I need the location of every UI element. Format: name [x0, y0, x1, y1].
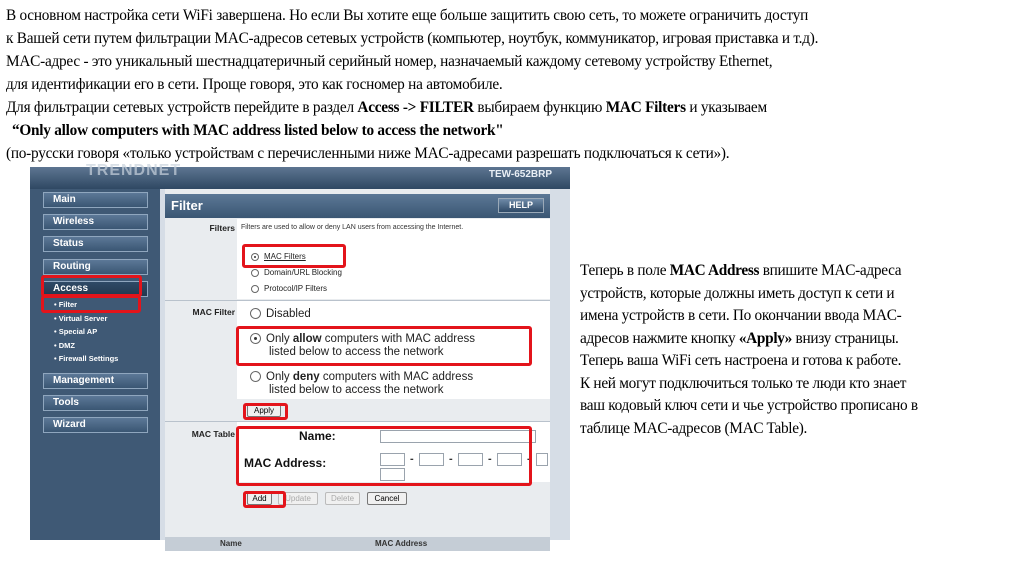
panel-title: Filter	[171, 198, 203, 213]
filter-option-domain[interactable]	[251, 268, 342, 277]
apply-button[interactable]: Apply	[247, 404, 281, 417]
text-run: и указываем	[685, 99, 767, 116]
mactable-label: MAC Table	[191, 429, 235, 439]
octet-separator: -	[488, 453, 492, 465]
update-button[interactable]: Update	[278, 492, 318, 505]
subnav-virtual-server[interactable]: • Virtual Server	[54, 314, 107, 323]
delete-button[interactable]: Delete	[325, 492, 360, 505]
text-run-bold: “Only allow computers with MAC address listed below to access the network"	[12, 122, 504, 139]
text-run: Only	[266, 333, 293, 345]
intro-line: (по-русски говоря «только устройствам с перечисленными ниже MAC-адресами разрешать подключаться к сети»).	[6, 145, 730, 162]
option-label: Disabled	[266, 308, 311, 320]
add-button[interactable]: Add	[247, 492, 272, 505]
highlight-mac-table	[236, 426, 532, 486]
text-run: computers with MAC address	[321, 333, 475, 345]
text-run-bold: deny	[292, 371, 320, 383]
side-line: имена устройств в сети. По окончании ввода MAC-	[580, 307, 902, 324]
text-run: listed below to access the network	[269, 384, 444, 396]
help-button[interactable]: HELP	[498, 198, 544, 213]
octet-separator: -	[449, 453, 453, 465]
text-run: listed below to access the network	[269, 346, 444, 358]
intro-line: MAC-адрес - это уникальный шестнадцатеричный серийный номер, назначаемый каждому сетевому устройству Ethernet,	[6, 53, 773, 70]
highlight-apply	[243, 403, 288, 420]
side-line: Теперь ваша WiFi сеть настроена и готова к работе.	[580, 352, 902, 369]
filters-description: Filters are used to allow or deny LAN users from accessing the Internet.	[241, 224, 464, 231]
subnav-special-ap[interactable]: • Special AP	[54, 327, 97, 336]
nav-wizard[interactable]: Wizard	[43, 417, 148, 433]
text-run-bold: MAC Filters	[605, 99, 686, 116]
highlight-filter	[41, 295, 141, 313]
text-run: computers with MAC address	[319, 371, 474, 383]
highlight-mac-filters	[242, 244, 346, 268]
panel-header	[165, 194, 550, 218]
macfilter-label: MAC Filter	[192, 307, 235, 317]
side-line: таблице MAC-адресов (MAC Table).	[580, 419, 808, 437]
mac-table-header	[165, 537, 550, 551]
name-label: Name:	[299, 429, 336, 443]
radio-icon	[250, 371, 261, 382]
text-run-bold: «Apply»	[738, 329, 792, 347]
intro-line	[6, 96, 1034, 119]
intro-paragraph	[6, 4, 1034, 165]
side-line: ваш кодовый ключ сети и чье устройство прописано в	[580, 397, 918, 414]
filters-label: Filters	[209, 223, 235, 233]
text-run: Only	[266, 371, 293, 383]
octet-separator: -	[527, 453, 531, 465]
subnav-firewall[interactable]: • Firewall Settings	[54, 354, 118, 363]
text-run-bold: Access -> FILTER	[357, 99, 474, 116]
text-run: адресов нажмите кнопку	[580, 329, 739, 347]
radio-icon	[251, 269, 259, 277]
text-run: внизу страницы.	[792, 329, 899, 347]
router-header	[30, 162, 570, 189]
option-label: Protocol/IP Filters	[264, 284, 327, 293]
text-run-bold: allow	[292, 333, 322, 345]
brand-logo: TRENDNET	[86, 162, 182, 179]
router-sidebar	[30, 189, 160, 540]
nav-status[interactable]: Status	[43, 236, 148, 252]
text-run: впишите MAC-адреса	[759, 262, 902, 279]
side-line: К ней могут подключиться только те люди кто знает	[580, 374, 907, 392]
nav-access[interactable]: Access	[43, 281, 148, 297]
option-label: MAC Filters	[264, 252, 306, 261]
radio-icon	[250, 308, 261, 319]
text-run: выбираем функцию	[473, 99, 606, 116]
nav-routing[interactable]: Routing	[43, 259, 148, 275]
highlight-add	[243, 491, 286, 508]
filter-option-protocol[interactable]	[251, 284, 327, 293]
text-run-bold: MAC Address	[669, 262, 760, 279]
macfilter-option-deny[interactable]	[250, 371, 540, 397]
side-line	[580, 260, 1030, 283]
highlight-access	[41, 275, 142, 297]
mac-address-label: MAC Address:	[244, 456, 327, 470]
intro-line: В основном настройка сети WiFi завершена. Но если Вы хотите еще больше защитить свою сеть, то можете ограничить доступ	[6, 7, 809, 24]
side-line	[580, 328, 1030, 351]
intro-line: к Вашей сети путем фильтрации MAC-адресов сетевых устройств (компьютер, ноутбук, коммуникатор, игровая приставка и т.д).	[6, 30, 819, 47]
cancel-button[interactable]: Cancel	[367, 492, 407, 505]
nav-management[interactable]: Management	[43, 373, 148, 389]
highlight-allow-option	[236, 326, 532, 366]
subnav-filter[interactable]: • Filter	[54, 300, 77, 309]
instructions-paragraph	[580, 260, 1030, 440]
side-line: устройств, которые должны иметь доступ к сети и	[580, 284, 895, 302]
nav-main[interactable]: Main	[43, 192, 148, 208]
subnav-dmz[interactable]: • DMZ	[54, 341, 75, 350]
mac-octet-5[interactable]	[536, 453, 548, 466]
text-run: Теперь в поле	[580, 262, 670, 279]
text-run: Для фильтрации сетевых устройств перейдите в раздел	[6, 99, 358, 116]
intro-line	[6, 119, 1034, 142]
column-mac-address: MAC Address	[375, 539, 428, 548]
option-label: Domain/URL Blocking	[264, 268, 342, 277]
nav-wireless[interactable]: Wireless	[43, 214, 148, 230]
intro-line: для идентификации его в сети. Проще говоря, это как госномер на автомобиле.	[6, 76, 503, 93]
nav-tools[interactable]: Tools	[43, 395, 148, 411]
column-name: Name	[220, 539, 242, 548]
radio-icon	[251, 285, 259, 293]
octet-separator: -	[410, 453, 414, 465]
macfilter-option-disabled[interactable]	[250, 308, 311, 321]
model-number: TEW-652BRP	[488, 169, 552, 180]
